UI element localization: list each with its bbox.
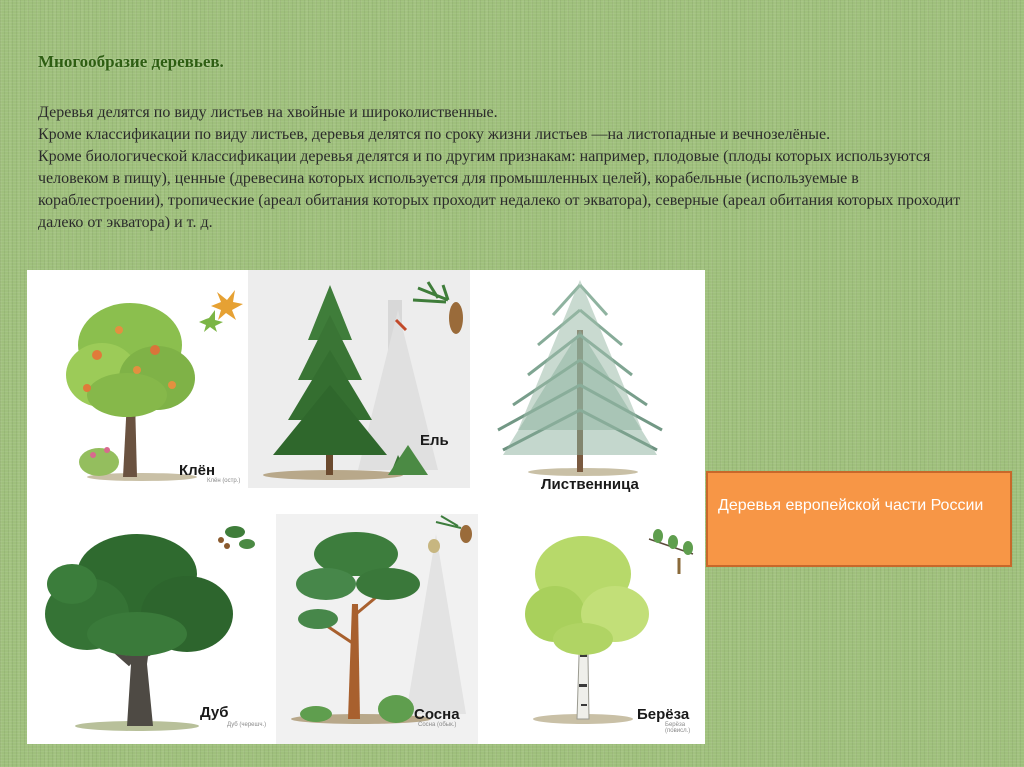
paragraph-other-classification: Кроме биологической классификации деревья делятся и по другим признакам: например, плодовые (плоды которых используются человеком в пищу), ценные (древесина которых используется для промышленных целей), корабельные (используемые в кораблестроении), тропические (ареал обитания которых проходит недалеко от экватора), северные (ареал обитания которых проходит далеко от экватора) и т. д. xyxy=(38,148,961,231)
tree-caption-oak: Дуб (черешч.) xyxy=(227,722,267,728)
tree-tile-pine xyxy=(276,514,478,744)
tree-caption-pine: Сосна (обык.) xyxy=(418,722,457,728)
tree-label-maple: Клён xyxy=(179,462,216,479)
tree-caption-birch: Берёза (повисл.) xyxy=(665,722,691,734)
slide-title: Многообразие деревьев. xyxy=(38,52,224,71)
tree-label-larch: Лиственница xyxy=(541,476,639,493)
larch-tree-icon xyxy=(473,270,705,500)
oak-tree-icon xyxy=(27,514,267,744)
maple-leaf-icon xyxy=(199,290,243,332)
tree-label-birch: Берёза xyxy=(637,706,690,723)
paragraph-leaf-lifespan: Кроме классификации по виду листьев, деревья делятся по сроку жизни листьев —на листопадные и вечнозелёные. xyxy=(38,126,831,143)
tree-tile-larch xyxy=(473,270,705,500)
birch-leaf-icon xyxy=(649,529,693,574)
tree-tile-maple xyxy=(27,270,245,488)
tree-collage xyxy=(27,270,705,744)
tree-label-pine: Сосна xyxy=(414,706,460,723)
tree-tile-oak xyxy=(27,514,267,744)
tree-caption-maple: Клён (остр.) xyxy=(207,478,241,484)
tree-label-spruce: Ель xyxy=(420,432,449,449)
callout-box: Деревья европейской части России xyxy=(706,471,1012,567)
tree-tile-birch xyxy=(493,514,705,744)
slide-body-text xyxy=(38,102,978,234)
maple-tree-icon xyxy=(27,270,245,488)
spruce-tree-icon xyxy=(248,270,470,488)
oak-leaf-icon xyxy=(218,526,255,549)
tree-tile-spruce xyxy=(248,270,470,488)
paragraph-leaf-type: Деревья делятся по виду листьев на хвойные и широколиственные. xyxy=(38,104,498,121)
tree-label-oak: Дуб xyxy=(200,704,229,721)
